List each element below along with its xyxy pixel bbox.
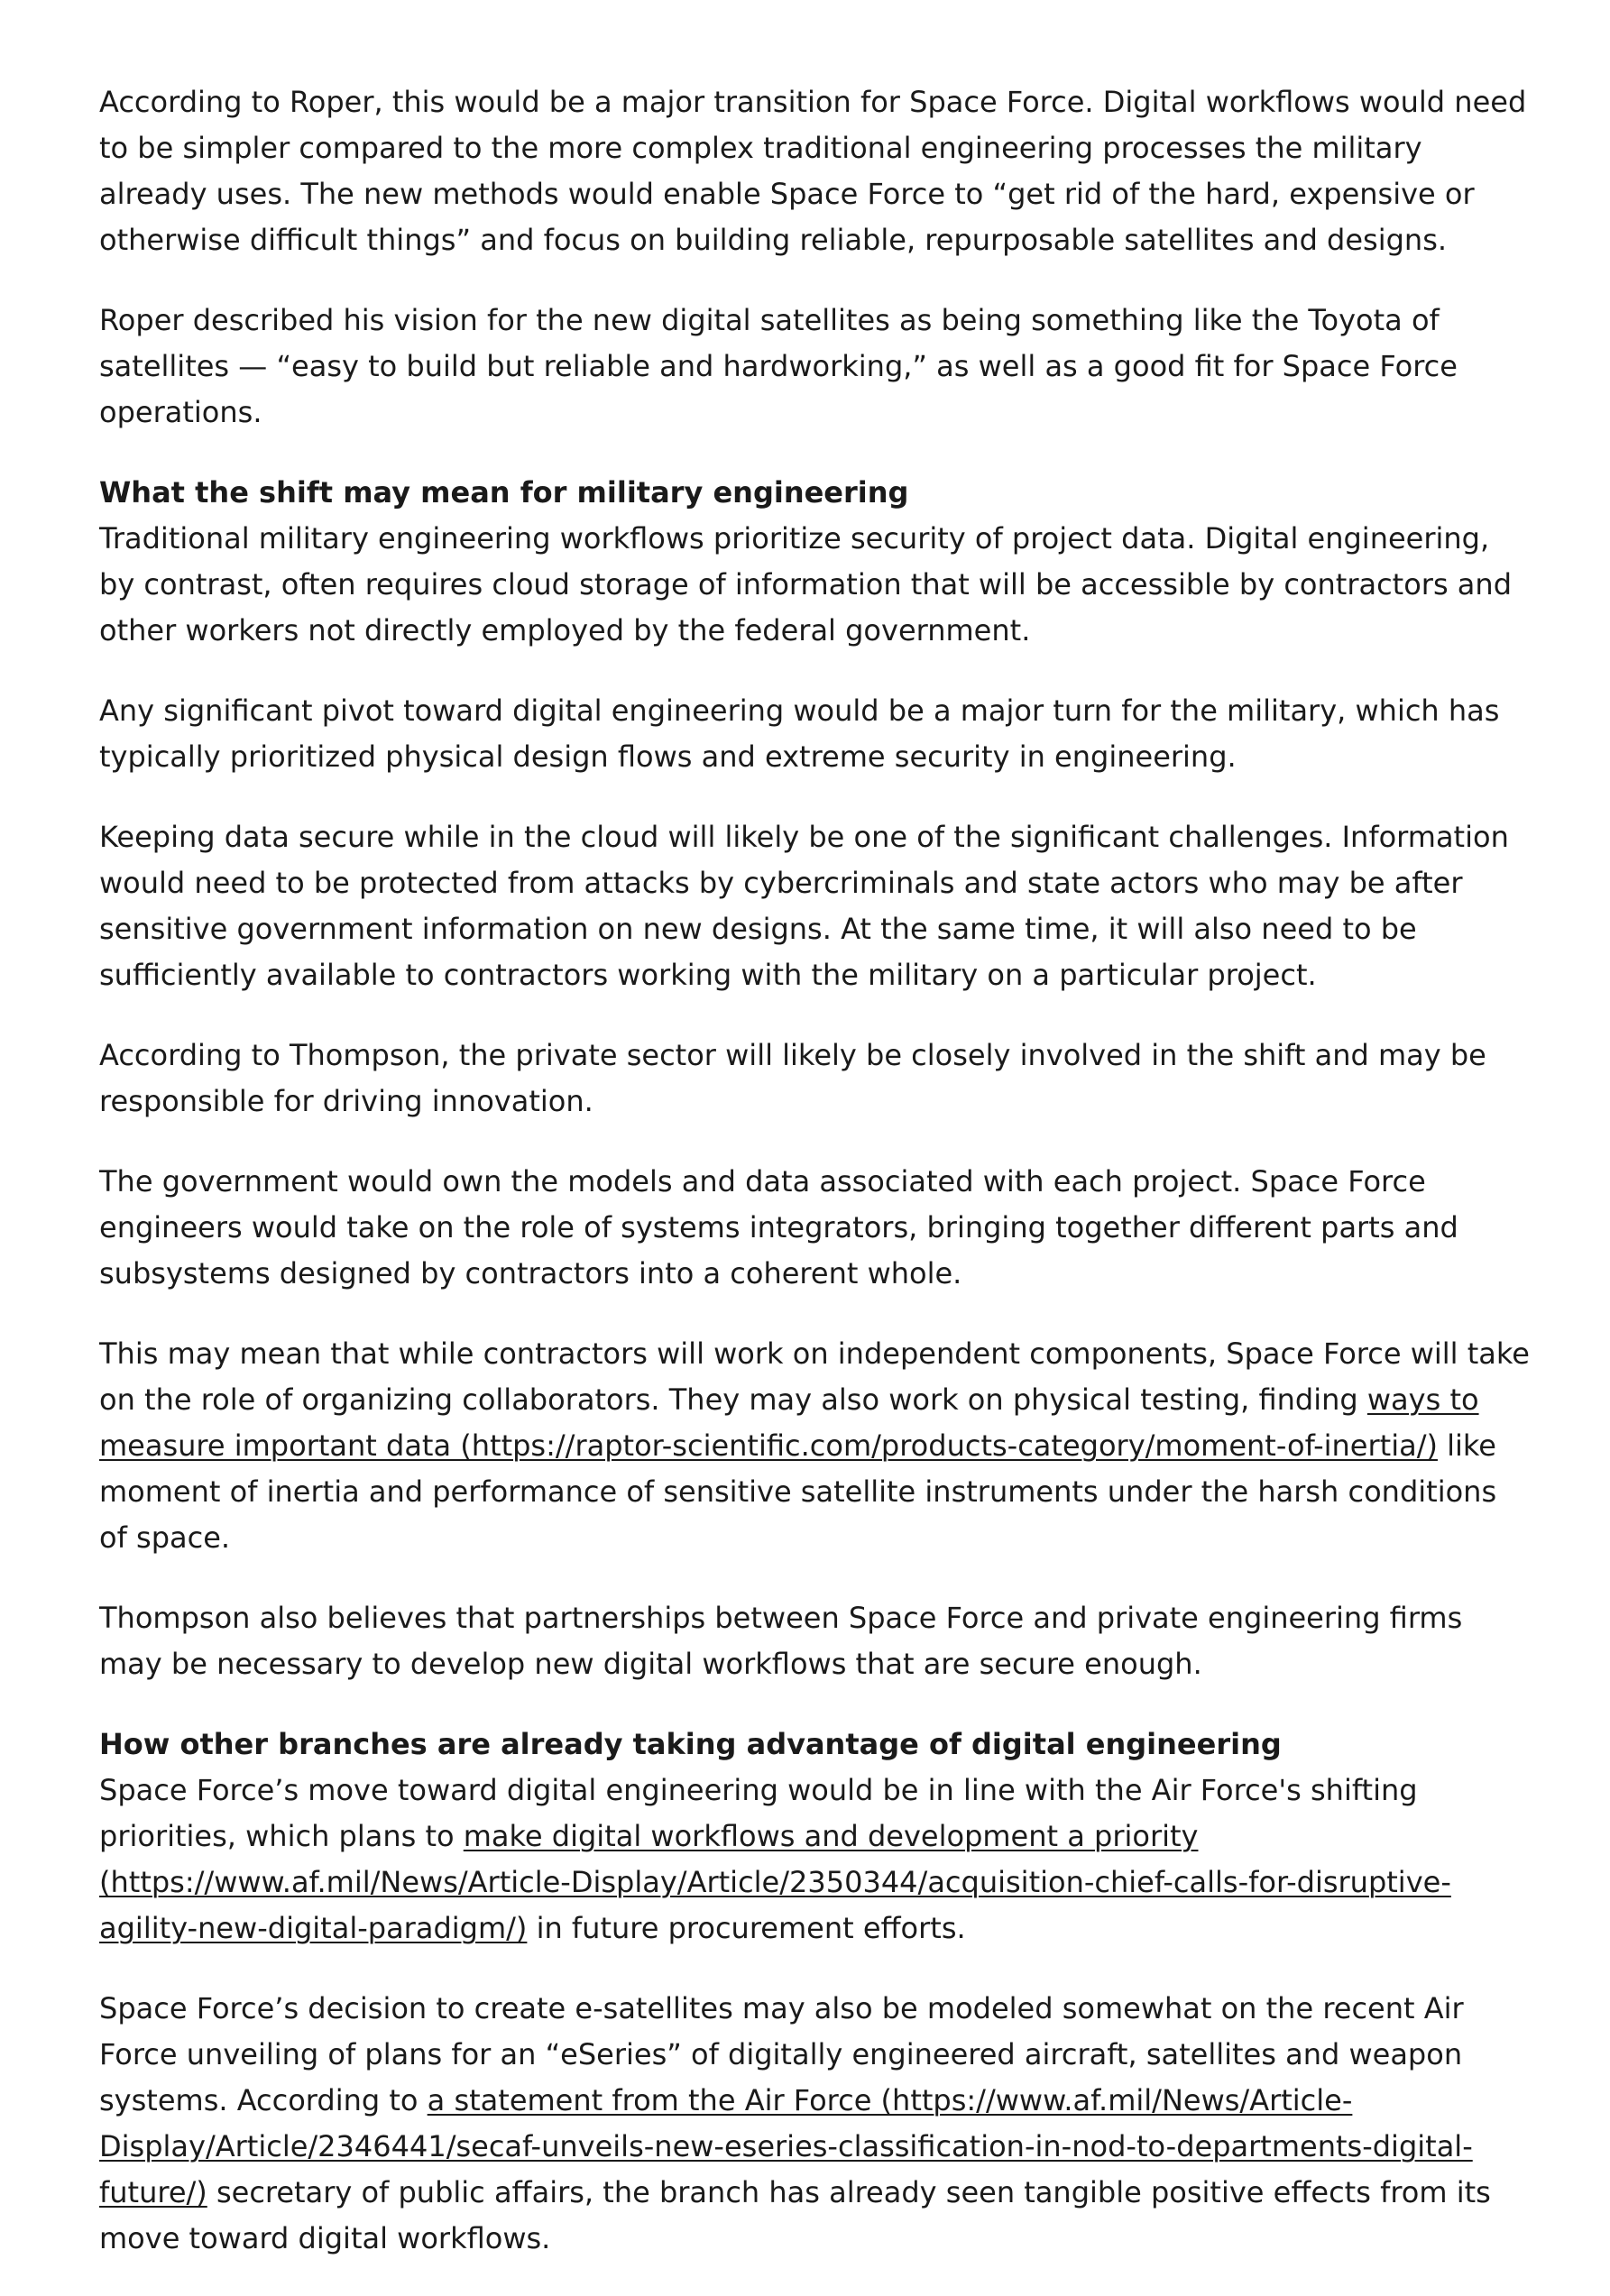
- paragraph-eseries: [99, 1986, 1533, 2262]
- link-moment-of-inertia[interactable]: ways to measure important data (https://raptor-scientific.com/products-category/moment-of-inertia/): [99, 1382, 1479, 1463]
- paragraph-contractors-components: [99, 1331, 1533, 1561]
- text-segment: secretary of public affairs, the branch has already seen tangible positive effects from its move toward digital workflows.: [99, 2175, 1491, 2255]
- text-segment: Space Force’s decision to create e-satellites may also be modeled somewhat on the recent Air Force unveiling of plans for an “eSeries” of digitally engineered aircraft, satellites and weapon systems. According to: [99, 1991, 1464, 2117]
- section-heading-military-engineering: What the shift may mean for military engineering: [99, 475, 909, 510]
- paragraph-traditional-workflows: Traditional military engineering workflows prioritize security of project data. Digital engineering, by contrast, often requires cloud storage of information that will be accessible by contractors and other workers not directly employed by the federal government.: [99, 521, 1512, 647]
- section-heading-other-branches: How other branches are already taking advantage of digital engineering: [99, 1727, 1282, 1761]
- paragraph-data-security: Keeping data secure while in the cloud will likely be one of the significant challenges. Information would need to be protected from attacks by cybercriminals and state actors who may be after sensitive government information on new designs. At the same time, it will also need to be sufficiently available to contractors working with the military on a particular project.: [99, 820, 1509, 992]
- text-segment: This may mean that while contractors will work on independent components, Space Force will take on the role of organizing collaborators. They may also work on physical testing, finding: [99, 1336, 1530, 1417]
- paragraph-private-sector: According to Thompson, the private sector will likely be closely involved in the shift and may be responsible for driving innovation.: [99, 1038, 1486, 1118]
- section-other-branches: [99, 1722, 1533, 1952]
- section-military-engineering: [99, 470, 1533, 654]
- text-segment: in future procurement efforts.: [527, 1911, 966, 1945]
- paragraph-significant-pivot: Any significant pivot toward digital engineering would be a major turn for the military, which has typically prioritized physical design flows and extreme security in engineering.: [99, 693, 1500, 774]
- paragraph-air-force-priorities: [99, 1768, 1533, 1952]
- paragraph-roper-transition: According to Roper, this would be a major transition for Space Force. Digital workflows would need to be simpler compared to the more complex traditional engineering processes the military already uses. The new methods would enable Space Force to “get rid of the hard, expensive or otherwise difficult things” and focus on building reliable, repurposable satellites and designs.: [99, 85, 1527, 257]
- paragraph-toyota-vision: Roper described his vision for the new digital satellites as being something like the Toyota of satellites — “easy to build but reliable and hardworking,” as well as a good fit for Space Force operations.: [99, 303, 1458, 429]
- text-segment: Space Force’s move toward digital engineering would be in line with the Air Force's shifting priorities, which plans to: [99, 1773, 1418, 1853]
- paragraph-partnerships: Thompson also believes that partnerships between Space Force and private engineering firms may be necessary to develop new digital workflows that are secure enough.: [99, 1601, 1463, 1681]
- paragraph-government-models: The government would own the models and data associated with each project. Space Force engineers would take on the role of systems integrators, bringing together different parts and subsystems designed by contractors into a coherent whole.: [99, 1164, 1458, 1290]
- text-segment: like moment of inertia and performance of sensitive satellite instruments under the harsh conditions of space.: [99, 1428, 1497, 1555]
- link-air-force-statement[interactable]: a statement from the Air Force (https://www.af.mil/News/Article-Display/Article/2346441/secaf-unveils-new-eseries-classification-in-nod-to-departments-digital-future/): [99, 2083, 1473, 2209]
- article-body: [99, 79, 1533, 2296]
- link-digital-workflows-priority[interactable]: make digital workflows and development a priority (https://www.af.mil/News/Article-Display/Article/2350344/acquisition-chief-calls-for-disruptive-agility-new-digital-paradigm/): [99, 1819, 1451, 1945]
